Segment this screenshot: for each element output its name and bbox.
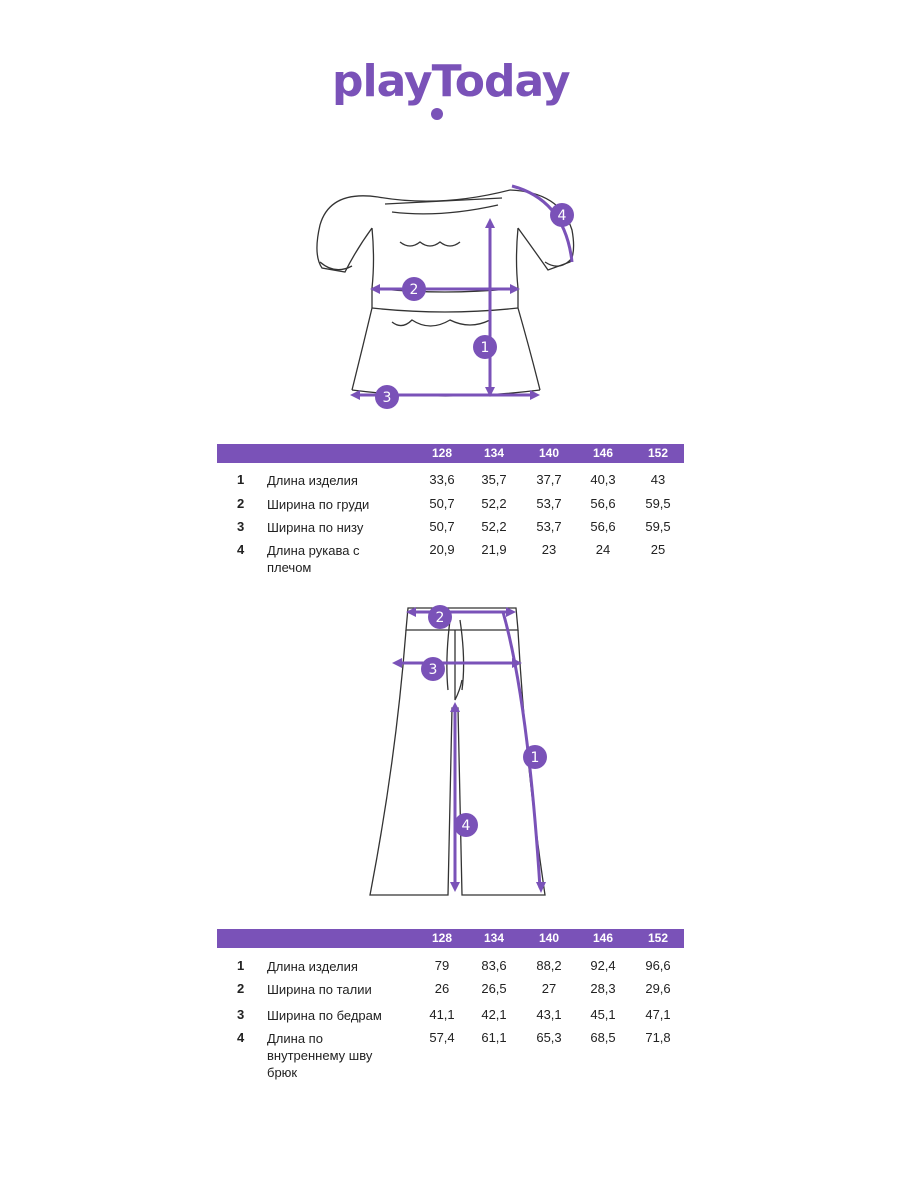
blouse-sketch: [300, 175, 600, 415]
cell-value: 20,9: [429, 542, 455, 557]
cell-value: 33,6: [429, 472, 455, 487]
size-header: 140: [538, 931, 560, 945]
cell-value: 57,4: [429, 1030, 455, 1045]
marker-1-label: 1: [480, 340, 490, 356]
blouse-size-table: [217, 444, 684, 584]
cell-value: 52,2: [481, 519, 507, 534]
logo-wordmark: playToday: [332, 56, 570, 107]
row-number: 2: [237, 496, 245, 511]
cell-value: 26: [434, 981, 450, 996]
size-header: 140: [538, 446, 560, 460]
cell-value: 23: [541, 542, 557, 557]
row-number: 3: [237, 519, 245, 534]
cell-value: 28,3: [590, 981, 616, 996]
cell-value: 65,3: [536, 1030, 562, 1045]
size-header: 152: [647, 931, 669, 945]
row-label: Длина изделия: [267, 959, 358, 974]
cell-value: 56,6: [590, 519, 616, 534]
row-label: Ширина по талии: [267, 982, 372, 997]
table-header: [217, 929, 684, 948]
logo-dot-icon: [431, 108, 443, 120]
cell-value: 56,6: [590, 496, 616, 511]
row-label: Ширина по бедрам: [267, 1008, 382, 1023]
row-label: Ширина по груди: [267, 497, 370, 512]
cell-value: 25: [650, 542, 666, 557]
cell-value: 35,7: [481, 472, 507, 487]
marker-4-label: 4: [557, 208, 567, 224]
row-number: 2: [237, 981, 245, 996]
cell-value: 47,1: [645, 1007, 671, 1022]
marker-3-label: 3: [382, 390, 392, 406]
size-header: 134: [483, 446, 505, 460]
marker-4-label: 4: [461, 818, 471, 834]
row-number: 4: [237, 1030, 245, 1045]
cell-value: 59,5: [645, 496, 671, 511]
cell-value: 50,7: [429, 519, 455, 534]
cell-value: 68,5: [590, 1030, 616, 1045]
row-label: Длина рукава с плечом: [267, 543, 360, 575]
cell-value: 41,1: [429, 1007, 455, 1022]
size-header: 128: [431, 931, 453, 945]
cell-value: 43: [650, 472, 666, 487]
cell-value: 42,1: [481, 1007, 507, 1022]
brand-logo: [330, 52, 570, 128]
marker-2-label: 2: [435, 610, 445, 626]
cell-value: 27: [541, 981, 557, 996]
row-number: 4: [237, 542, 245, 557]
cell-value: 40,3: [590, 472, 616, 487]
cell-value: 83,6: [481, 958, 507, 973]
cell-value: 26,5: [481, 981, 507, 996]
row-label: Ширина по низу: [267, 520, 364, 535]
cell-value: 92,4: [590, 958, 616, 973]
marker-1-label: 1: [530, 750, 540, 766]
row-number: 1: [237, 958, 245, 973]
row-number: 3: [237, 1007, 245, 1022]
cell-value: 29,6: [645, 981, 671, 996]
cell-value: 43,1: [536, 1007, 562, 1022]
cell-value: 88,2: [536, 958, 562, 973]
size-header: 134: [483, 931, 505, 945]
size-header: 146: [592, 931, 614, 945]
table-header: [217, 444, 684, 463]
size-header: 128: [431, 446, 453, 460]
trousers-size-table: [217, 929, 684, 1089]
cell-value: 59,5: [645, 519, 671, 534]
row-label: Длина изделия: [267, 473, 358, 488]
cell-value: 71,8: [645, 1030, 671, 1045]
cell-value: 21,9: [481, 542, 507, 557]
marker-2-label: 2: [409, 282, 419, 298]
cell-value: 96,6: [645, 958, 671, 973]
cell-value: 53,7: [536, 519, 562, 534]
row-label: Длина по внутреннему шву брюк: [267, 1031, 373, 1080]
cell-value: 52,2: [481, 496, 507, 511]
row-number: 1: [237, 472, 245, 487]
size-header: 152: [647, 446, 669, 460]
size-header: 146: [592, 446, 614, 460]
cell-value: 24: [595, 542, 611, 557]
cell-value: 50,7: [429, 496, 455, 511]
cell-value: 61,1: [481, 1030, 507, 1045]
marker-3-label: 3: [428, 662, 438, 678]
cell-value: 37,7: [536, 472, 562, 487]
trousers-sketch: [360, 600, 550, 900]
cell-value: 79: [434, 958, 450, 973]
cell-value: 45,1: [590, 1007, 616, 1022]
cell-value: 53,7: [536, 496, 562, 511]
